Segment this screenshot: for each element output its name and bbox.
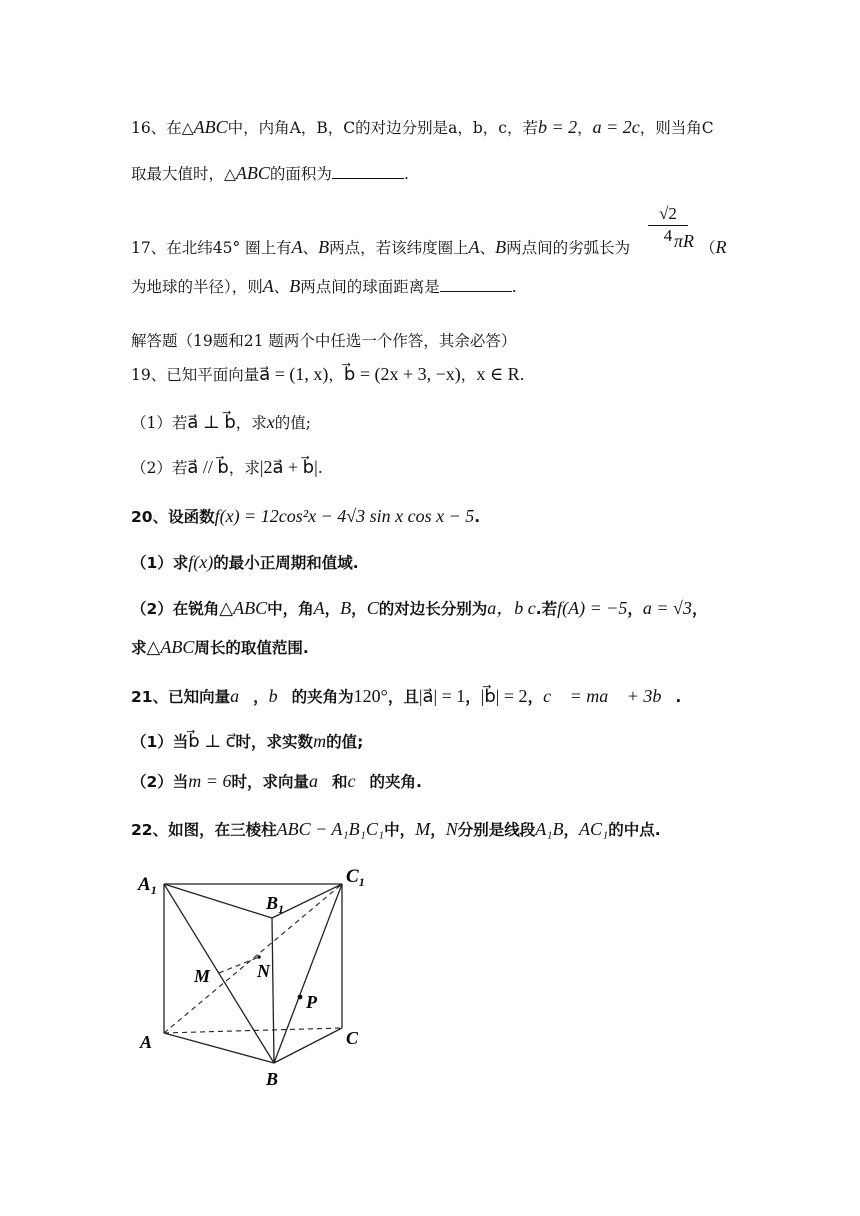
vector-c: c⃗ (347, 771, 370, 791)
separator: ， (465, 688, 481, 706)
label-c1: $C_1$ (346, 866, 365, 889)
label-c: C (346, 1028, 359, 1048)
radius-r: R (715, 237, 727, 257)
angle-a: A (313, 598, 325, 618)
variable-m: m (313, 731, 327, 751)
segment-ac1: AC₁ (579, 819, 609, 839)
q20-text: 求 (131, 639, 147, 657)
q19-text: （1）若 (131, 414, 188, 432)
point-b: B (495, 237, 507, 257)
q16-text: 中，内角A，B，C的对边分别是a，b，c，若 (227, 119, 538, 137)
magnitude-expression: |2a⃗ + b⃗| (259, 457, 318, 477)
q20-text: （1）求 (131, 554, 189, 572)
angle-c: C (366, 598, 379, 618)
q17-text: 为地球的半径），则 (131, 278, 263, 296)
q22-text: 的中点. (608, 821, 661, 839)
q17-text: 17、在北纬45° 圈上有 (131, 239, 292, 257)
fraction-denominator: 4 (663, 226, 673, 245)
q17-line-1 (131, 236, 630, 259)
separator: 、 (479, 239, 496, 257)
q21-text: 的夹角为 (291, 688, 354, 706)
side-lengths: a，b c (487, 598, 536, 618)
q20-text: 的最小正周期和值域. (213, 554, 359, 572)
label-a: A (140, 1032, 153, 1052)
perpendicular-condition: b⃗ ⊥ c⃗ (188, 731, 236, 751)
vector-a: a⃗ (230, 686, 254, 706)
q21-text: 21、已知向量 (131, 688, 231, 706)
q17-r-note (700, 236, 727, 259)
triangle-abc: △ABC (146, 637, 195, 657)
perpendicular-condition: a⃗ ⊥ b⃗ (187, 412, 236, 432)
separator: ， (563, 821, 579, 839)
x-domain: x ∈ R (476, 364, 520, 384)
condition-b: b = 2 (537, 117, 578, 137)
point-b: B (289, 276, 301, 296)
separator: 、 (302, 239, 319, 257)
edge-b1-c1 (272, 884, 342, 918)
variable-x: x (266, 412, 275, 432)
edge-b1-b (272, 918, 274, 1063)
vector-b: b⃗ (268, 686, 292, 706)
q22-text: 分别是线段 (457, 821, 536, 839)
q20-part-2-cont (131, 636, 309, 659)
q17-text: 两点间的球面距离是 (300, 278, 440, 296)
separator: ， (527, 688, 544, 706)
condition-a: a = 2c (592, 117, 640, 137)
label-m: M (194, 966, 211, 986)
separator: ， (577, 119, 593, 137)
q22-text: 22、如图，在三棱柱 (131, 821, 277, 839)
q21-text: 的值; (326, 733, 364, 751)
m-value: m = 6 (188, 771, 232, 791)
paren: （ (700, 239, 716, 257)
period: . (403, 165, 409, 183)
q19-text: （2）若 (131, 459, 188, 477)
q16-line-2 (131, 162, 409, 185)
norm-a: |a⃗| = 1 (418, 686, 466, 706)
q20-text: 的对边长分别为 (378, 600, 488, 618)
q20-part-2 (131, 597, 707, 620)
function-f: f(x) (188, 552, 214, 572)
answer-blank (440, 277, 512, 292)
triangle-abc: ABC (193, 117, 228, 137)
point-p-dot (298, 995, 303, 1000)
answer-blank (332, 164, 404, 179)
label-a1: $A_1$ (138, 874, 157, 897)
separator: ， (324, 600, 341, 618)
point-n: N (445, 819, 458, 839)
function-definition: f(x) = 12cos²x − 4√3 sin x cos x − 5 (214, 506, 475, 526)
q21-part-2 (131, 770, 422, 793)
q20-text: 周长的取值范围. (194, 639, 309, 657)
vector-a-def: a⃗ = (1, x) (259, 364, 329, 384)
period: . (519, 366, 525, 384)
separator: ， (460, 366, 477, 384)
period: . (511, 278, 517, 296)
separator: ， (253, 688, 269, 706)
q22-text: 中， (384, 821, 416, 839)
q21-part-1 (131, 730, 363, 753)
q20-part-1 (131, 551, 359, 574)
hidden-segment-a-c1 (164, 884, 342, 1033)
q21-text: （2）当 (131, 773, 189, 791)
vector-b-def: b⃗ = (2x + 3, −x) (343, 364, 461, 384)
segment-a1b: A₁B (535, 819, 564, 839)
segment-a1-b (164, 884, 274, 1063)
q16-text: 16、在△ (131, 119, 194, 137)
triangle-abc: △ABC (219, 598, 268, 618)
edge-a1-b1 (164, 884, 272, 918)
angle-b: B (340, 598, 352, 618)
point-b: B (318, 237, 330, 257)
q22-intro (131, 818, 661, 841)
separator: ， (430, 821, 446, 839)
q19-text: 19、已知平面向量 (131, 366, 260, 384)
norm-b: |b⃗| = 2 (480, 686, 528, 706)
q19-intro (131, 363, 525, 386)
q21-text: 时，求实数 (235, 733, 314, 751)
q16-text: 的面积为 (269, 165, 332, 183)
point-m: M (415, 819, 431, 839)
period: . (474, 508, 481, 526)
separator: ， (627, 600, 643, 618)
condition-fa: f(A) = −5 (557, 598, 628, 618)
q16-text: ，则当角C (639, 119, 714, 137)
q20-text: 20、设函数 (131, 508, 215, 526)
separator: ， (691, 600, 708, 618)
edge-a-b (164, 1033, 274, 1063)
prism-name: ABC − A₁B₁C₁ (276, 819, 385, 839)
angle-value: 120° (353, 686, 388, 706)
triangle-abc: ABC (235, 163, 270, 183)
q17-text: 两点，若该纬度圈上 (329, 239, 469, 257)
vector-c-def: c⃗ = ma⃗ + 3b⃗ (543, 686, 676, 706)
condition-a: a = √3 (642, 598, 692, 618)
segment-b-c1 (274, 884, 342, 1063)
point-a: A (468, 237, 480, 257)
q20-intro (131, 505, 480, 528)
section-heading: 解答题（19题和21 题两个中任选一个作答，其余必答） (131, 332, 517, 350)
pi-r: πR (674, 231, 695, 251)
q20-text: 中，角 (267, 600, 314, 618)
point-a: A (262, 276, 274, 296)
q17-line-2 (131, 275, 517, 298)
q20-text: .若 (535, 600, 558, 618)
q21-text: 的夹角. (369, 773, 422, 791)
parallel-condition: a⃗ // b⃗ (187, 457, 229, 477)
hidden-edge-a-c (164, 1028, 342, 1033)
label-b: B (266, 1069, 279, 1089)
fraction-numerator: √2 (648, 204, 688, 226)
q16-line-1 (131, 116, 714, 139)
q19-text: ，求 (228, 459, 260, 477)
q20-text: （2）在锐角 (131, 600, 220, 618)
hidden-segment-m-n (219, 957, 259, 973)
label-p: P (306, 992, 317, 1012)
q19-text: ，求 (235, 414, 267, 432)
period: . (317, 459, 323, 477)
q21-intro (131, 685, 681, 708)
separator: ， (351, 600, 367, 618)
label-n: N (257, 961, 270, 981)
q21-text: 时，求向量 (231, 773, 309, 791)
q19-text: 的值; (274, 414, 312, 432)
q16-text: 取最大值时，△ (131, 165, 236, 183)
q17-text: 两点间的劣弧长为 (506, 239, 631, 257)
q19-part-2 (131, 456, 323, 479)
q21-text: ，且 (387, 688, 419, 706)
point-n-dot (257, 955, 261, 959)
label-b1: $B_1$ (266, 893, 285, 916)
period: . (675, 688, 682, 706)
separator: 、 (273, 278, 290, 296)
q19-part-1 (131, 411, 311, 434)
separator: ， (328, 366, 344, 384)
point-a: A (291, 237, 303, 257)
edge-b-c (274, 1028, 342, 1063)
vector-a: a⃗ (308, 771, 332, 791)
q21-text: 和 (331, 773, 348, 791)
q21-text: （1）当 (131, 733, 189, 751)
